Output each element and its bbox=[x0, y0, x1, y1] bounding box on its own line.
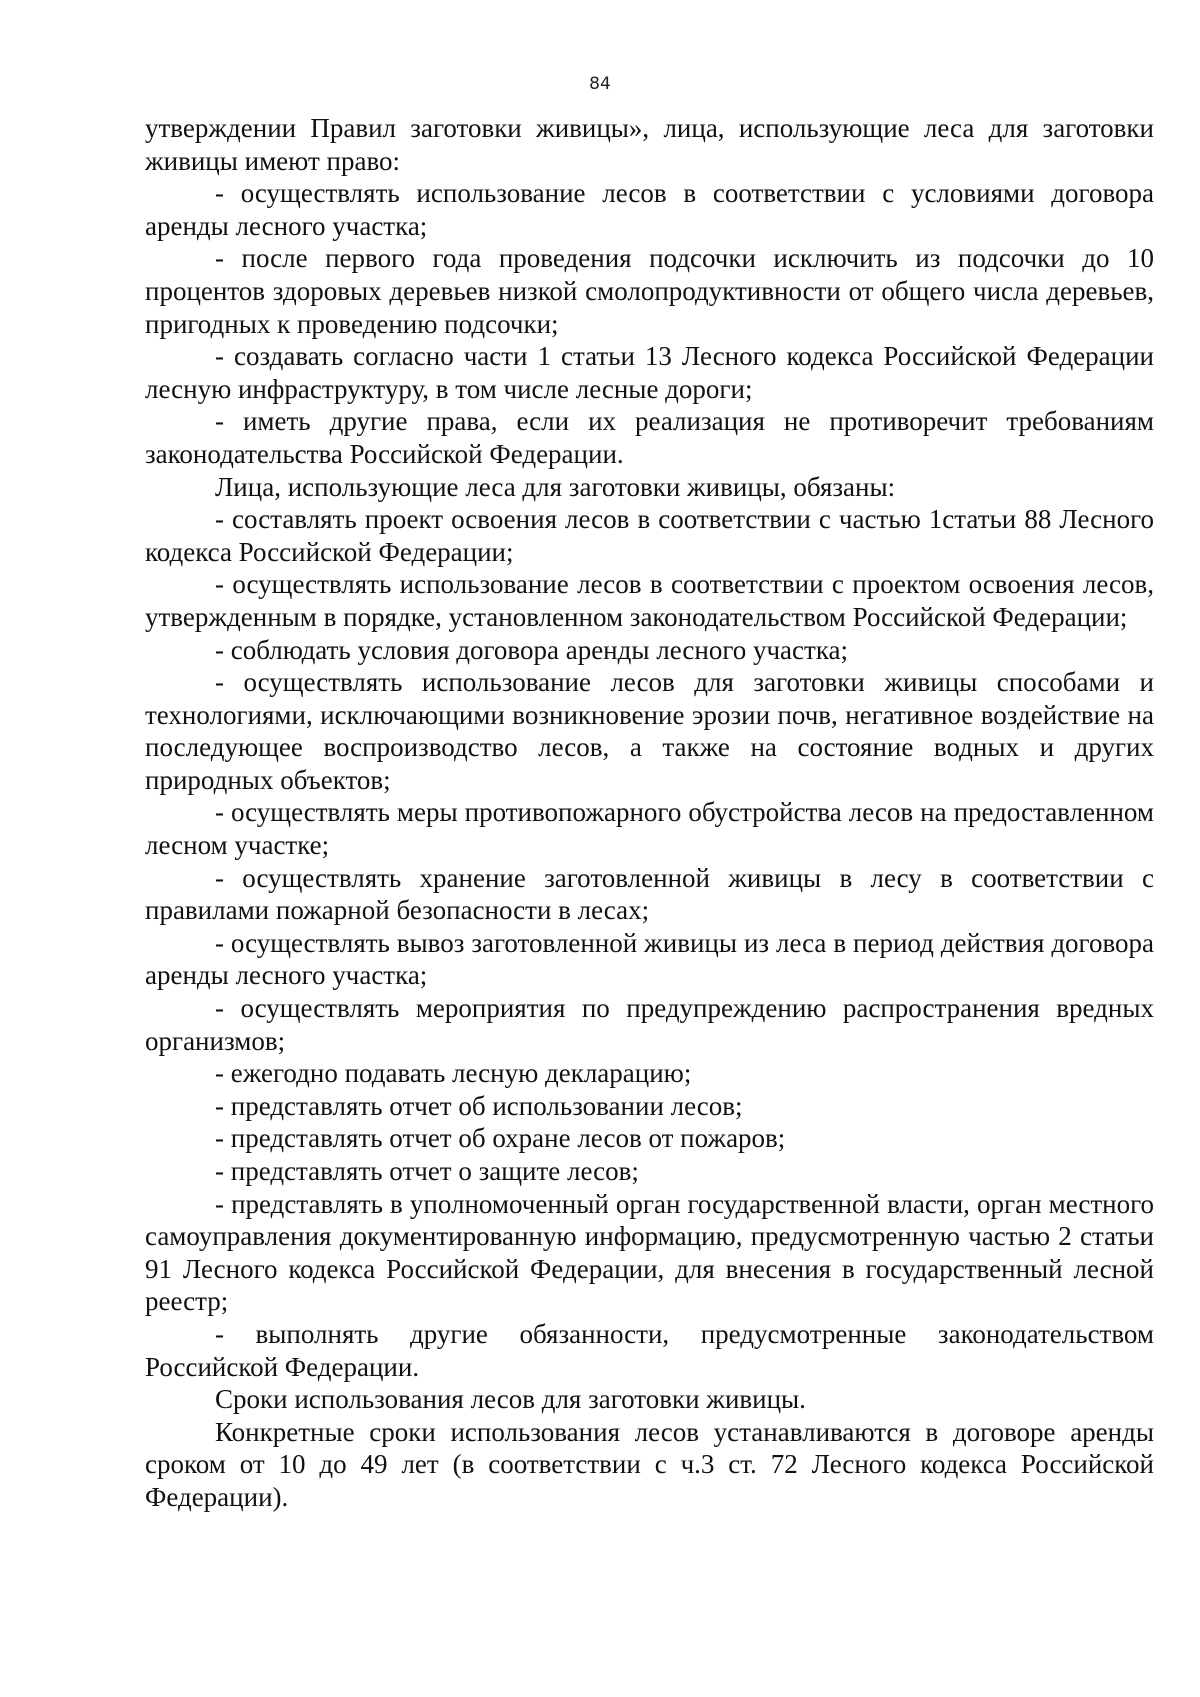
paragraph: - создавать согласно части 1 статьи 13 Лесного кодекса Российской Федерации лесную инфраструктуру, в том числе лесные дороги; bbox=[145, 341, 1154, 404]
paragraph: - осуществлять меры противопожарного обустройства лесов на предоставленном лесном участке; bbox=[145, 797, 1154, 861]
paragraph: - представлять в уполномоченный орган государственной власти, орган местного самоуправления документированную информацию, предусмотренную частью 2 статьи 91 Лесного кодекса Российской Федерации, для внесения в государственный лесной реестр; bbox=[145, 1188, 1154, 1317]
paragraph: - представлять отчет о защите лесов; bbox=[215, 1156, 639, 1186]
paragraph: - осуществлять использование лесов в соответствии с условиями договора аренды лесного участка; bbox=[145, 178, 1154, 241]
paragraph: - выполнять другие обязанности, предусмотренные законодательством Российской Федерации. bbox=[145, 1318, 1154, 1382]
paragraph: - ежегодно подавать лесную декларацию; bbox=[215, 1058, 692, 1089]
paragraph: - соблюдать условия договора аренды лесного участка; bbox=[215, 634, 849, 665]
paragraph: Сроки использования лесов для заготовки живицы. bbox=[215, 1384, 806, 1415]
paragraph: - представлять отчет об охране лесов от пожаров; bbox=[215, 1123, 786, 1154]
body-text bbox=[145, 112, 1154, 1514]
paragraph: Лица, использующие леса для заготовки живицы, обязаны: bbox=[215, 471, 896, 502]
paragraph: утверждении Правил заготовки живицы», лица, использующие леса для заготовки живицы имеют право: bbox=[145, 113, 1154, 176]
paragraph: - осуществлять вывоз заготовленной живицы из леса в период действия договора аренды лесного участка; bbox=[145, 927, 1154, 991]
paragraph: - осуществлять использование лесов в соответствии с проектом освоения лесов, утвержденным в порядке, установленном законодательством Российской Федерации; bbox=[145, 569, 1154, 632]
paragraph: - иметь другие права, если их реализация не противоречит требованиям законодательства Российской Федерации. bbox=[145, 406, 1154, 469]
paragraph: - осуществлять хранение заготовленной живицы в лесу в соответствии с правилами пожарной безопасности в лесах; bbox=[145, 862, 1154, 926]
paragraph: - осуществлять мероприятия по предупреждению распространения вредных организмов; bbox=[145, 993, 1154, 1056]
paragraph: - после первого года проведения подсочки исключить из подсочки до 10 процентов здоровых деревьев низкой смолопродуктивности от общего числа деревьев, пригодных к проведению подсочки; bbox=[145, 243, 1154, 339]
paragraph: - составлять проект освоения лесов в соответствии с частью 1статьи 88 Лесного кодекса Российской Федерации; bbox=[145, 504, 1154, 567]
paragraph: - представлять отчет об использовании лесов; bbox=[215, 1090, 743, 1121]
paragraph: - осуществлять использование лесов для заготовки живицы способами и технологиями, исключающими возникновение эрозии почв, негативное воздействие на последующее воспроизводство лесов, а также на состояние водных и других природных объектов; bbox=[145, 667, 1154, 795]
page-number: 84 bbox=[589, 74, 611, 94]
paragraph: Конкретные сроки использования лесов устанавливаются в договоре аренды сроком от 10 до 49 лет (в соответствии с ч.3 ст. 72 Лесного кодекса Российской Федерации). bbox=[145, 1416, 1154, 1512]
